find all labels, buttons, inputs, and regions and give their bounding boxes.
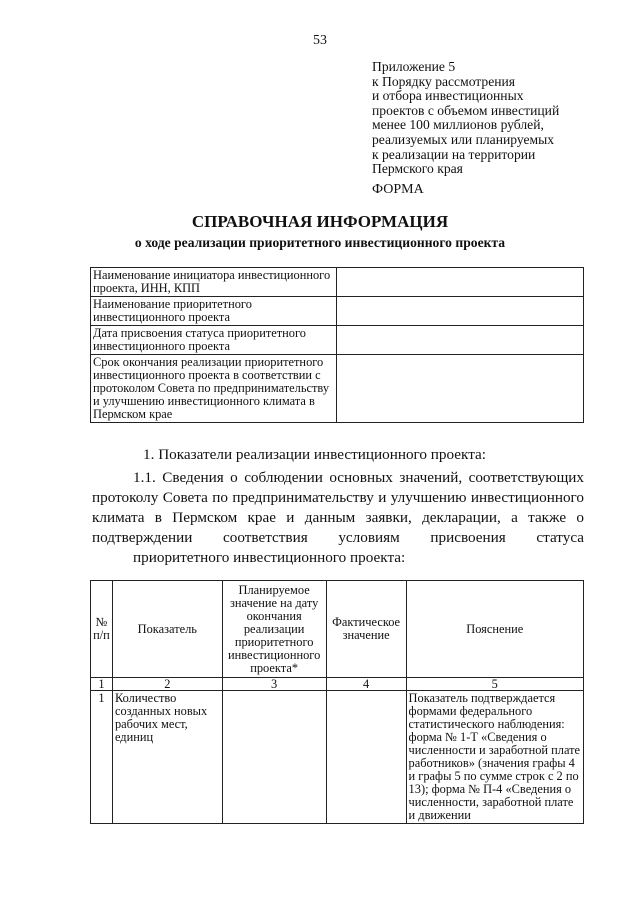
column-number: 2 <box>112 678 222 691</box>
table-row <box>91 326 584 355</box>
appendix-line: Приложение 5 <box>372 59 456 74</box>
info-label: Срок окончания реализации приоритетного инвестиционного проекта в соответствии с протоколом Совета по предпринимательству и улучшению инвестиционного климата в Пермском крае <box>91 355 337 423</box>
table-row <box>91 297 584 326</box>
paragraph-last-line: приоритетного инвестиционного проекта: <box>133 549 406 566</box>
table-header-row <box>91 581 584 678</box>
section-heading: 1. Показатели реализации инвестиционного проекта: <box>143 446 486 463</box>
appendix-block <box>372 60 632 177</box>
header-planned: Планируемое значение на дату окончания реализации приоритетного инвестиционного проекта* <box>222 581 326 678</box>
appendix-line: Пермского края <box>372 161 463 177</box>
header-num: № п/п <box>91 581 113 678</box>
column-number: 5 <box>406 678 583 691</box>
column-number-row <box>91 678 584 691</box>
header-actual: Фактическое значение <box>326 581 406 678</box>
header-indicator: Показатель <box>112 581 222 678</box>
paragraph-text: 1.1. Сведения о соблюдении основных значений, соответствующих протоколу Совета по предпринимательству и улучшению инвестиционного климата в Пермском крае и данным заявки, декларации, а также о подтверждении соответствия условиям присвоения статуса <box>92 469 584 546</box>
appendix-line: реализуемых или планируемых <box>372 131 555 147</box>
row-planned <box>222 691 326 824</box>
appendix-line: к реализации на территории <box>372 146 536 162</box>
table-row <box>91 355 584 423</box>
project-info-table <box>90 267 584 423</box>
appendix-line: к Порядку рассмотрения <box>372 73 516 89</box>
row-indicator: Количество созданных новых рабочих мест, единиц <box>112 691 222 824</box>
table-row <box>91 691 584 824</box>
info-value-cell <box>337 355 584 423</box>
info-value-cell <box>337 268 584 297</box>
appendix-line: проектов с объемом инвестиций <box>372 102 560 118</box>
appendix-line: и отбора инвестиционных <box>372 88 524 104</box>
table-row <box>91 268 584 297</box>
indicators-table <box>90 580 584 824</box>
header-note: Пояснение <box>406 581 583 678</box>
appendix-line: менее 100 миллионов рублей, <box>372 117 544 133</box>
info-label: Наименование инициатора инвестиционного проекта, ИНН, КПП <box>91 268 337 297</box>
page-number: 53 <box>313 33 327 48</box>
info-label: Наименование приоритетного инвестиционного проекта <box>91 297 337 326</box>
column-number: 3 <box>222 678 326 691</box>
section-paragraph <box>92 468 584 568</box>
row-actual <box>326 691 406 824</box>
column-number: 1 <box>91 678 113 691</box>
row-note: Показатель подтверждается формами федерального статистического наблюдения: форма № 1-Т «Сведения о численности и заработной плате работников» (значения графы 4 и графы 5 по сумме строк с 2 по 13); форма № П-4 «Сведения о численности, заработной плате и движении <box>406 691 583 824</box>
info-value-cell <box>337 326 584 355</box>
document-subtitle: о ходе реализации приоритетного инвестиционного проекта <box>134 235 506 250</box>
info-value-cell <box>337 297 584 326</box>
document-title: СПРАВОЧНАЯ ИНФОРМАЦИЯ <box>191 212 449 231</box>
row-num: 1 <box>91 691 113 824</box>
form-label: ФОРМА <box>372 182 424 197</box>
column-number: 4 <box>326 678 406 691</box>
info-label: Дата присвоения статуса приоритетного инвестиционного проекта <box>91 326 337 355</box>
